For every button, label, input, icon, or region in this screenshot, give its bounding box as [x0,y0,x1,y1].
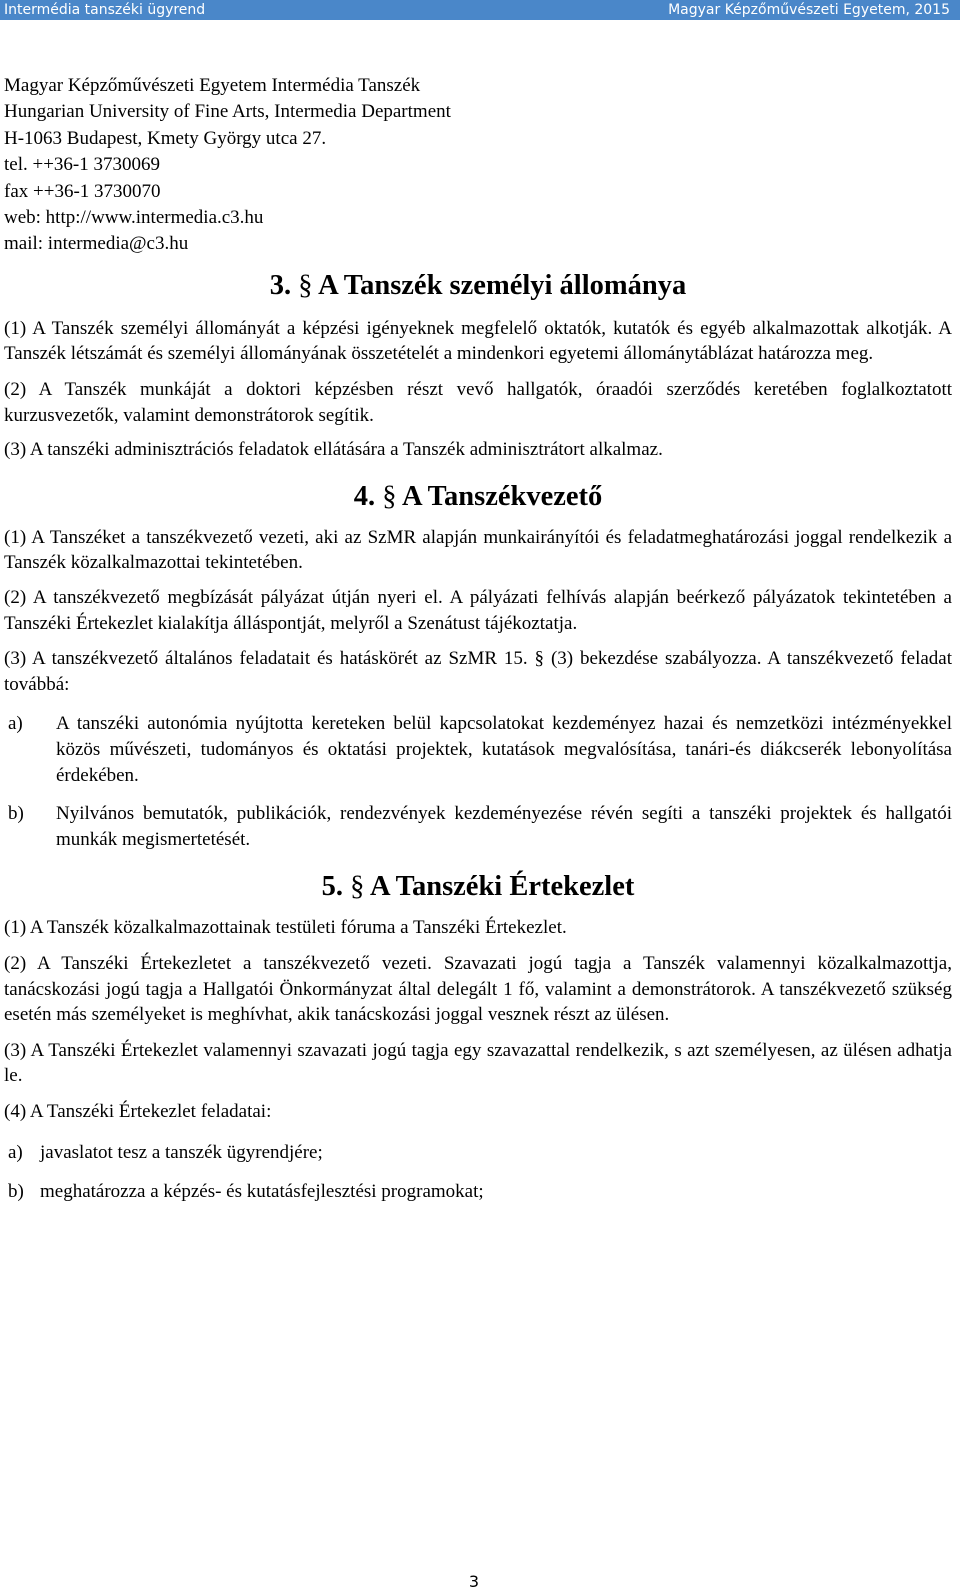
section-4 [4,480,952,853]
section-4-paragraph-1: (1) A Tanszéket a tanszékvezető vezeti, aki az SzMR alapján munkairányítói és feladatmeghatározási joggal rendelkezik a Tanszék közalkalmazottai tekintetében. [4,526,952,574]
header-document-title: Intermédia tanszéki ügyrend [4,2,206,18]
section-3-paragraph-3: (3) A tanszéki adminisztrációs feladatok ellátására a Tanszék adminisztrátort alkalmaz. [4,439,663,461]
section-5-paragraph-2: (2) A Tanszéki Értekezletet a tanszékvezető vezeti. Szavazati jogú tagja a Tanszék valamennyi közalkalmazottja, tanácskozási jogú tagja a Hallgatói Önkormányzat által delegált 1 fő, valamint a demonstrátorok. A tanszékvezető szükség esetén más személyeket is meghívhat, akik tanácskozási joggal vesznek részt az ülésen. [4,952,952,1026]
list-item: b) meghatározza a képzés- és kutatásfejlesztési programokat; [8,1181,484,1203]
address-line: H-1063 Budapest, Kmety György utca 27. [4,127,327,149]
address-line: tel. ++36-1 3730069 [4,154,160,176]
section-4-heading: 4. § A Tanszékvezető [353,480,603,512]
section-3-paragraph-2: (2) A Tanszék munkáját a doktori képzésben részt vevő hallgatók, óraadói szerződés keretében foglalkoztatott kurzusvezetők, valamint demonstrátorok segítik. [4,379,952,426]
section-3 [4,269,952,463]
address-line: web: http://www.intermedia.c3.hu [4,207,264,229]
section-4-paragraph-3: (3) A tanszékvezető általános feladatait és hatáskörét az SzMR 15. § (3) bekezdése szabályozza. A tanszékvezető feladat továbbá: [4,648,952,695]
address-block [4,73,952,258]
address-line: Hungarian University of Fine Arts, Intermedia Department [4,101,451,123]
page-header [0,0,960,20]
section-5 [4,871,952,1204]
address-line: mail: intermedia@c3.hu [4,233,189,255]
section-5-paragraph-4: (4) A Tanszéki Értekezlet feladatai: [4,1100,272,1122]
list-item: b) Nyilvános bemutatók, publikációk, rendezvények kezdeményezése révén segíti a tanszéki projektek és hallgatói munkák megismertetését. [8,803,952,850]
page-number: 3 [468,1572,480,1591]
document-body [0,73,952,1205]
section-4-paragraph-2: (2) A tanszékvezető megbízását pályázat útján nyeri el. A pályázati felhívás alapján beérkező pályázatok tekintetében a Tanszéki Értekezlet kialakítja álláspontját, melyről a Szenátust tájékoztatja. [4,587,952,634]
section-5-paragraph-3: (3) A Tanszéki Értekezlet valamennyi szavazati jogú tagja egy szavazattal rendelkezik, s azt személyesen, az ülésen adhatja le. [4,1039,952,1087]
section-3-paragraph-1: (1) A Tanszék személyi állományát a képzési igényeknek megfelelő oktatók, kutatók és egyéb alkalmazottak alkotják. A Tanszék létszámát és személyi állományának összetételét a mindenkori egyetemi állománytáblázat határozza meg. [4,317,952,365]
address-line: fax ++36-1 3730070 [4,180,161,202]
section-5-heading: 5. § A Tanszéki Értekezlet [321,871,635,903]
list-item: a) javaslatot tesz a tanszék ügyrendjére; [8,1141,323,1163]
section-5-paragraph-1: (1) A Tanszék közalkalmazottainak testületi fóruma a Tanszéki Értekezlet. [4,917,567,939]
list-item: a) A tanszéki autonómia nyújtotta kereteken belül kapcsolatokat kezdeményez hazai és nemzetközi intézményekkel közös művészeti, tudományos és oktatási projektek, kutatások megvalósítása, tanári-és diákcserék lebonyolítása érdekében. [8,713,952,786]
section-3-heading: 3. § A Tanszék személyi állománya [269,269,687,301]
header-institution-year: Magyar Képzőművészeti Egyetem, 2015 [668,2,950,18]
address-line: Magyar Képzőművészeti Egyetem Intermédia Tanszék [4,75,421,96]
